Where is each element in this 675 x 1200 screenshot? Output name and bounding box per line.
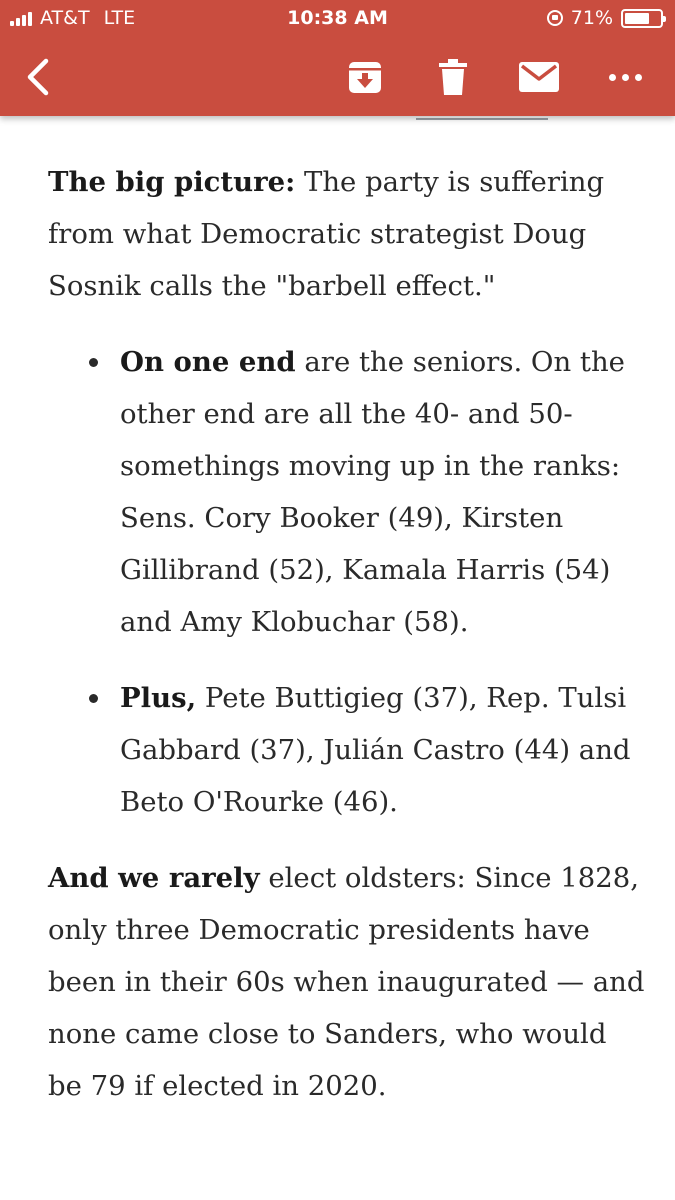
archive-icon [347, 59, 383, 95]
list-item-text: are the seniors. On the other end are all the 40- and 50-somethings moving up in the ranks: Sens. Cory Booker (49), Kirsten Gillibrand (52), Kamala Harris (54) and Amy Klobuchar (58). [120, 346, 625, 638]
rotation-lock-icon [547, 10, 563, 26]
paragraph-rarely [48, 852, 648, 1112]
battery-icon [621, 9, 663, 28]
list-item-text: Pete Buttigieg (37), Rep. Tulsi Gabbard (37), Julián Castro (44) and Beto O'Rourke (46). [120, 682, 631, 818]
paragraph-big-picture [48, 156, 648, 312]
list-item [120, 336, 648, 648]
paragraph-text: elect oldsters: Since 1828, only three Democratic presidents have been in their 60s when inaugurated — and none came close to Sanders, who would be 79 if elected in 2020. [48, 862, 645, 1102]
bullet-list [48, 336, 648, 828]
status-time: 10:38 AM [287, 7, 388, 29]
back-button[interactable] [14, 44, 64, 110]
network-type: LTE [103, 7, 136, 29]
mark-unread-button[interactable] [512, 44, 566, 110]
paragraph-text: The party is suffering from what Democratic strategist Doug Sosnik calls the "barbell effect." [48, 166, 605, 302]
archive-button[interactable] [340, 44, 390, 110]
more-icon [606, 74, 645, 81]
email-toolbar [0, 44, 675, 110]
mail-icon [519, 62, 559, 92]
more-options-button[interactable] [600, 44, 650, 110]
bold-lead: The big picture: [48, 166, 296, 198]
bold-lead: On one end [120, 346, 296, 378]
carrier-name: AT&T [40, 7, 90, 29]
list-item [120, 672, 648, 828]
status-bar [0, 0, 675, 38]
bold-lead: Plus, [120, 682, 197, 714]
trash-icon [438, 59, 468, 95]
top-bar [0, 0, 675, 116]
bold-lead: And we rarely [48, 862, 260, 894]
battery-percent: 71% [570, 7, 613, 29]
delete-button[interactable] [428, 44, 478, 110]
status-right [547, 7, 663, 29]
back-arrow-icon [24, 58, 54, 96]
email-body [48, 156, 648, 1136]
battery-fill [625, 13, 649, 24]
